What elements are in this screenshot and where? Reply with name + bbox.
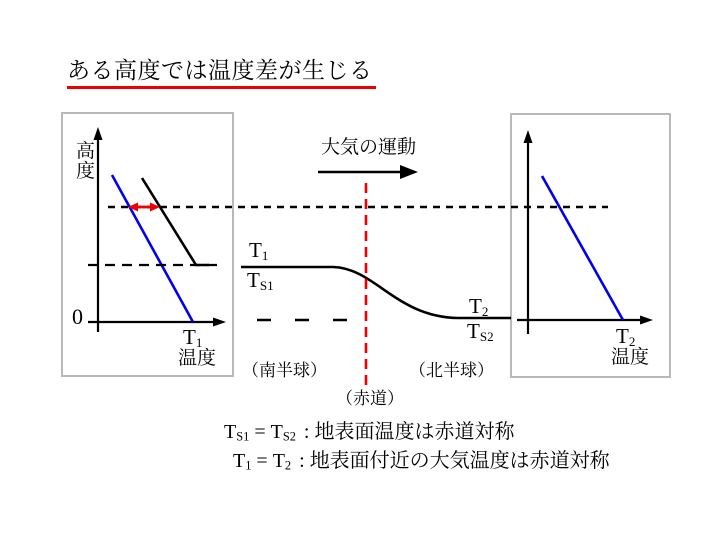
atmospheric-motion-arrowhead-icon <box>400 165 418 179</box>
right-blue-temperature-profile <box>542 176 623 320</box>
left-y-axis-arrowhead-icon <box>94 127 103 140</box>
page-title: ある高度では温度差が生じる <box>67 58 376 89</box>
left-black-temperature-profile <box>142 178 209 265</box>
south-surface-temp-label-ts1: TS1 <box>247 268 274 293</box>
right-x-tick-t2: T2 <box>616 324 636 349</box>
equation-air-temp: T1 = T2 : 地表面付近の大気温度は赤道対称 <box>233 449 610 473</box>
left-origin-label: 0 <box>72 304 83 329</box>
left-x-axis-label: 温度 <box>178 348 217 369</box>
equator-label: （赤道） <box>336 389 404 408</box>
northern-hemisphere-label: （北半球） <box>409 361 494 380</box>
left-y-axis-label: 高度 <box>76 141 96 182</box>
temperature-difference-arrowhead-left-icon <box>128 203 138 212</box>
north-air-temp-label-t2: T2 <box>469 294 489 319</box>
right-y-axis-arrowhead-icon <box>524 130 533 143</box>
south-air-temp-label-t1: T1 <box>249 238 269 263</box>
equation-surface-temp: TS1 = TS2 : 地表面温度は赤道対称 <box>224 421 515 444</box>
right-x-axis-arrowhead-icon <box>640 316 653 325</box>
equations-block <box>224 420 610 477</box>
atmospheric-motion-label: 大気の運動 <box>321 137 417 158</box>
right-x-axis-label: 温度 <box>611 347 650 368</box>
right-panel-frame <box>511 114 670 377</box>
north-surface-temp-label-ts2: TS2 <box>467 319 494 344</box>
left-x-tick-t1: T1 <box>183 325 203 350</box>
southern-hemisphere-label: （南半球） <box>242 361 327 380</box>
left-x-axis-arrowhead-icon <box>213 318 226 327</box>
